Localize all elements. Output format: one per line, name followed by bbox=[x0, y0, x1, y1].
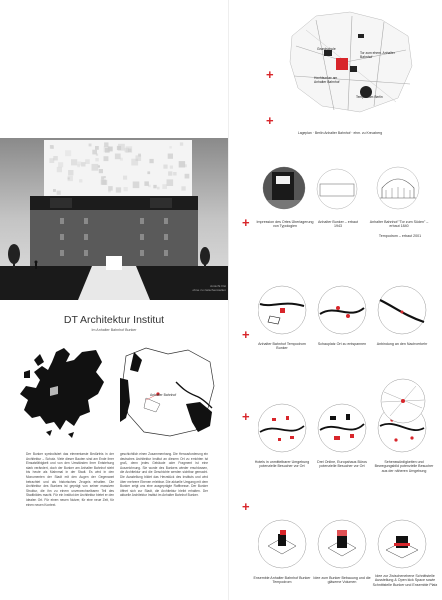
facade-pattern-square bbox=[185, 174, 190, 179]
facade-pattern-square bbox=[115, 154, 121, 160]
facade-pattern-square bbox=[95, 146, 99, 150]
site-label-bunker: Hochbunker am Anhalter Bahnhof bbox=[314, 76, 340, 84]
bunker-window bbox=[84, 218, 88, 224]
facade-pattern-square bbox=[167, 179, 174, 186]
facade-pattern-square bbox=[138, 154, 141, 157]
facade-pattern-square bbox=[57, 191, 61, 195]
facade-pattern-square bbox=[79, 179, 82, 182]
analysis-row2-caption-3: Sehenswürdigkeiten und Bewegungsbild potenzielle Besucher aus der näheren Umgebung bbox=[374, 460, 434, 473]
facade-pattern-square bbox=[57, 167, 62, 172]
bunker-render bbox=[0, 138, 228, 300]
site-plan bbox=[286, 6, 416, 116]
facade-pattern-square bbox=[58, 162, 63, 167]
berlin-map bbox=[116, 342, 220, 442]
facade-pattern-square bbox=[148, 185, 151, 188]
page-title: DT Architektur Institut bbox=[63, 314, 165, 326]
site-plan-caption: Lageplan · Berlin Anhalter Bahnhof · ehm. zu Kreuzberg bbox=[297, 131, 383, 135]
history-caption-3: Anhalter Bahnhof "Tor zum Süden" – erbaut 1840 bbox=[369, 220, 429, 229]
analysis-overlay-map bbox=[376, 378, 430, 424]
facade-pattern-square bbox=[128, 149, 131, 152]
facade-pattern-square bbox=[147, 171, 150, 174]
facade-pattern-square bbox=[123, 176, 127, 180]
facade-pattern-square bbox=[168, 171, 172, 175]
analysis-row2-caption-2: Drei Online, Europahaus Büros potenzielle Besucher vor Ort bbox=[317, 460, 367, 469]
bunker-window bbox=[164, 218, 168, 224]
berlin-map-label: Anhalter Bahnhof bbox=[150, 393, 177, 397]
analysis-row-3 bbox=[258, 516, 428, 572]
red-cross-marker: + bbox=[242, 409, 250, 424]
render-caption-line1: Ansicht Ost bbox=[210, 284, 226, 288]
facade-pattern-square bbox=[77, 162, 81, 166]
facade-pattern-square bbox=[104, 146, 110, 152]
history-caption-4: Tempodrom – erbaut 2001 bbox=[378, 234, 422, 238]
facade-pattern-square bbox=[157, 187, 160, 190]
facade-pattern-square bbox=[131, 159, 138, 166]
text-column-2: geschichtlich einen Zusammenhang. Die Herausforderung ein deutsches Architektur Institut an diesem Ort zu errichten ist groß, denn jedes Gebäude oder Fragment ist eine Auszeichnung. Sie wurde des Bunkers wieder erschlossen, die Architektur und die Geschichte werden sichtbar gemacht. Die Ausstellung bildet das Herzstück des Instituts und wird über mehrere Ebenen erlebbar. Die aktuelle Umgang mit dem Bunker zeigt uns eine ausgeprägte Raffinesse. Der Bunker öffnet sich zur Stadt, die Architektur bleibt erhalten. Der aktuelle Architektur Institut im Anhalter Bahnhof Bunker. bbox=[120, 452, 208, 498]
render-caption-line2: ohne zu zwischenstellen bbox=[192, 288, 226, 293]
facade-pattern-square bbox=[101, 176, 104, 179]
facade-pattern-square bbox=[104, 142, 108, 146]
page-divider bbox=[228, 0, 229, 600]
facade-pattern-square bbox=[92, 164, 99, 171]
bunker-window bbox=[84, 234, 88, 240]
analysis-row1-caption-2: Schauplatz Ort zu entspannen bbox=[317, 342, 367, 346]
bunker-window bbox=[164, 250, 168, 256]
facade-pattern-square bbox=[181, 186, 185, 190]
analysis-row1-caption-1: Anhalter Bahnhof Tempodrom Bunker bbox=[258, 342, 306, 351]
red-cross-marker: + bbox=[242, 499, 250, 514]
facade-pattern-square bbox=[163, 165, 167, 169]
facade-pattern-square bbox=[85, 159, 90, 164]
facade-pattern-square bbox=[173, 172, 177, 176]
facade-pattern-square bbox=[71, 159, 77, 165]
facade-pattern-square bbox=[118, 144, 125, 151]
history-photo bbox=[262, 166, 306, 210]
red-cross-marker: + bbox=[242, 215, 250, 230]
facade-pattern-square bbox=[179, 161, 185, 167]
text-column-1: Der Bunker symbolisiert das elementarste Bedürfnis in der Architektur – Schutz. Viele dieser Bauten sind am Ende ihrer Einsatzfähigkeit und von den Umständen ihrer Entstehung stark verändert, doch der Bunker am Anhalter Bahnhof steht bis heute als Mahnmal in der Stadt. Es wird in den Monumenten der Stadt mit den Augen der Gegenwart betrachtet und als historisches Zeugnis erhalten. Die Architektur des Bunkers ist geprägt von seiner massiven Struktur, die ihn zu einem unverwechselbaren Teil des Stadtbildes macht. Für ein Institut der Architektur bietet er den idealen Ort. Für einen neuen Nutzer, für eine neue Zeit, für einen neuen Kontext. bbox=[26, 452, 114, 507]
red-cross-marker: + bbox=[242, 327, 250, 342]
bunker-window bbox=[60, 250, 64, 256]
facade-pattern-square bbox=[170, 166, 173, 169]
facade-pattern-square bbox=[104, 156, 109, 161]
analysis-row2-caption-1: Hotels in unmittelbarer Umgebung potenzielle Besucher vor Ort bbox=[254, 460, 310, 469]
render-caption bbox=[176, 284, 226, 293]
red-cross-marker: + bbox=[266, 67, 274, 82]
facade-pattern-square bbox=[50, 145, 54, 149]
europe-map bbox=[10, 342, 110, 442]
page-subtitle: Im Anhalter Bahnhof Bunker bbox=[91, 328, 137, 332]
analysis-row3-caption-2: Idee zum Bunker Bebauung und die gläserne Volumen bbox=[313, 576, 371, 585]
facade-pattern-square bbox=[99, 169, 103, 173]
facade-pattern-square bbox=[65, 150, 71, 156]
bunker-window bbox=[140, 250, 144, 256]
red-cross-marker: + bbox=[266, 113, 274, 128]
site-label-school: Grundschule bbox=[317, 47, 336, 51]
bunker-window bbox=[60, 218, 64, 224]
site-label-gate: Tor zum ehem. Anhalter Bahnhof bbox=[360, 51, 395, 59]
facade-pattern-square bbox=[162, 184, 167, 189]
facade-pattern-square bbox=[149, 159, 153, 163]
facade-pattern-square bbox=[68, 170, 73, 175]
facade-pattern-square bbox=[98, 165, 100, 167]
history-caption-2: Anhalter Bunker – erbaut 1943 bbox=[318, 220, 358, 229]
facade-pattern-square bbox=[53, 156, 58, 161]
facade-pattern-square bbox=[89, 144, 92, 147]
facade-pattern-square bbox=[96, 154, 98, 156]
facade-pattern-square bbox=[53, 189, 56, 192]
facade-pattern-square bbox=[68, 176, 73, 181]
site-label-tempodrom: Tempodrom Berlin bbox=[356, 95, 383, 99]
bunker-window bbox=[60, 234, 64, 240]
facade-pattern-square bbox=[168, 154, 173, 159]
bunker-window bbox=[84, 250, 88, 256]
history-caption-1: Impression des Ortes Überlagerung von Typologien bbox=[256, 220, 314, 229]
analysis-row1-caption-3: Anbindung an den Nachverkehr bbox=[376, 342, 428, 346]
history-station-sketch bbox=[376, 166, 420, 210]
history-bunker-sketch bbox=[316, 168, 358, 210]
facade-pattern-square bbox=[180, 142, 183, 145]
facade-pattern-square bbox=[133, 182, 140, 189]
facade-pattern-square bbox=[169, 146, 171, 148]
analysis-row-1 bbox=[258, 282, 428, 338]
bunker-window bbox=[140, 234, 144, 240]
facade-pattern-square bbox=[95, 158, 98, 161]
facade-pattern-square bbox=[108, 186, 113, 191]
facade-pattern-square bbox=[81, 162, 85, 166]
facade-pattern-square bbox=[101, 180, 106, 185]
facade-pattern-square bbox=[153, 185, 156, 188]
facade-pattern-square bbox=[124, 187, 128, 191]
analysis-row3-caption-1: Ensemble Anhalter Bahnhof Bunker Tempodrom bbox=[253, 576, 311, 585]
bunker-window bbox=[140, 218, 144, 224]
bunker-window bbox=[164, 234, 168, 240]
analysis-row3-caption-3: Idee zur Zwischenebene Schnittstelle Ausstellung & Open kick Space sowie Schnittstelle Bunker und Ensemble Platz bbox=[372, 574, 438, 587]
facade-pattern-square bbox=[116, 187, 121, 192]
